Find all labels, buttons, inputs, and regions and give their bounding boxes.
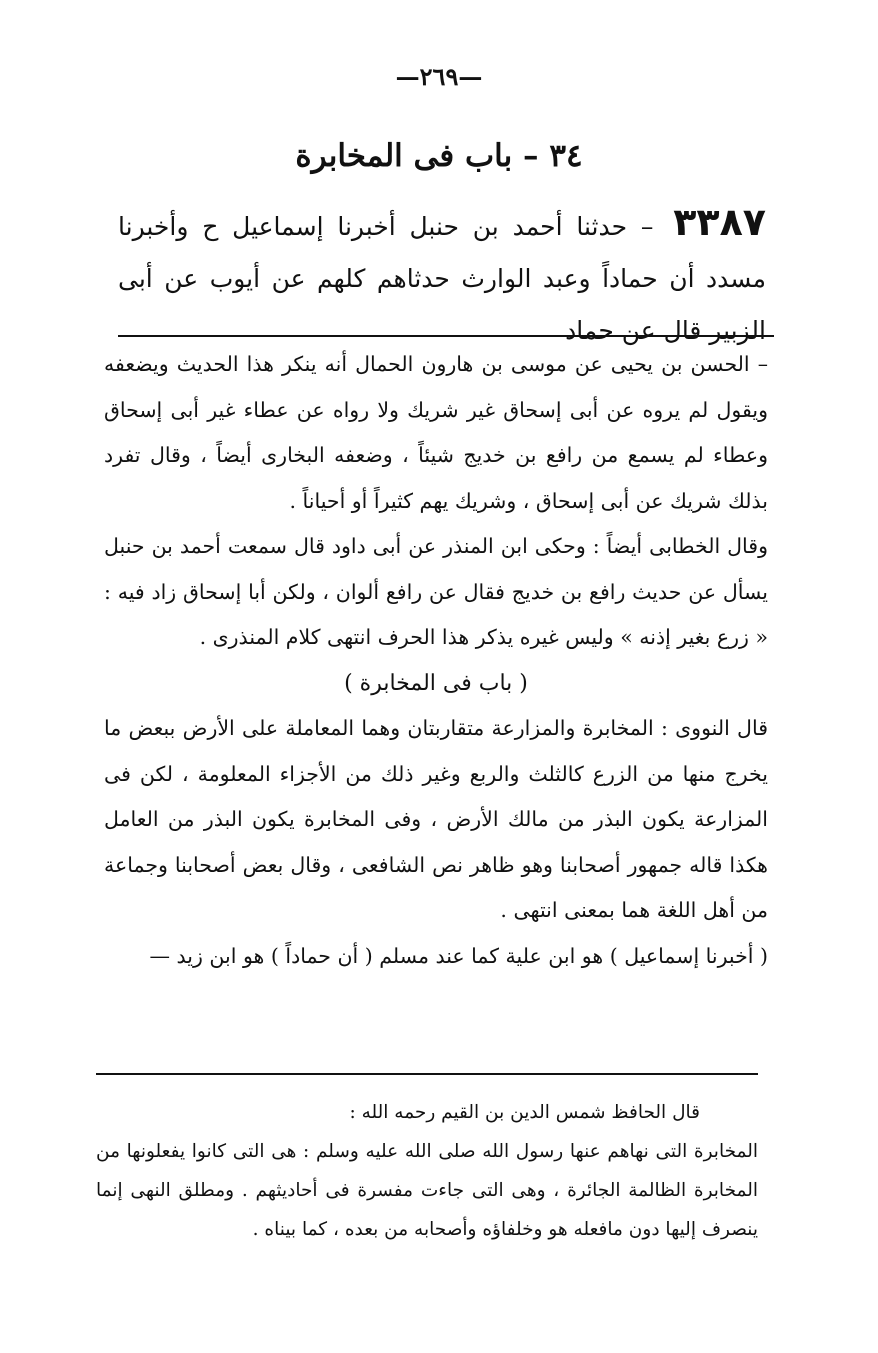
hadith-text: – حدثنا أحمد بن حنبل أخبرنا إسماعيل ح وأخبرنا مسدد أن حماداً وعبد الوارث حدثاهم كلهم عن أيوب عن أبى الزبير قال عن حماد [118, 212, 766, 345]
page-number: —٢٦٩— [395, 62, 483, 91]
upper-divider [118, 335, 774, 337]
chapter-title: ٣٤ – باب فى المخابرة [295, 138, 583, 174]
commentary-block [104, 342, 768, 979]
lower-divider [96, 1073, 758, 1075]
ibn-qayyim-notes [96, 1093, 758, 1249]
notes-text: المخابرة التى نهاهم عنها رسول الله صلى الله عليه وسلم : هى التى كانوا يفعلونها من المخابرة الظالمة الجائرة ، وهى التى جاءت مفسرة فى أحاديثهم . ومطلق النهى إنما ينصرف إليها دون مافعله هو وخلفاؤه وأصحابه من بعده ، كما بيناه . [96, 1141, 758, 1240]
commentary-paragraph-2: وقال الخطابى أيضاً : وحكى ابن المنذر عن أبى داود قال سمعت أحمد بن حنبل يسأل عن حديث رافع بن خديج فقال عن رافع ألوان ، ولكن أبا إسحاق زاد فيه : « زرع بغير إذنه » وليس غيره يذكر هذا الحرف انتهى كلام المنذرى . [104, 534, 768, 649]
hadith-number: ٣٣٨٧ [673, 200, 766, 244]
notes-author-line: قال الحافظ شمس الدين بن القيم رحمه الله : [349, 1102, 700, 1123]
commentary-paragraph-1: – الحسن بن يحيى عن موسى بن هارون الحمال أنه ينكر هذا الحديث ويضعفه ويقول لم يروه عن أبى إسحاق غير شريك ولا رواه عن عطاء غير أبى إسحاق وعطاء لم يسمع من رافع بن خديج شيئاً ، وضعفه البخارى أيضاً ، وقال تفرد بذلك شريك عن أبى إسحاق ، وشريك يهم كثيراً أو أحياناً . [104, 352, 768, 513]
commentary-subheading: ( باب فى المخابرة ) [344, 670, 528, 696]
commentary-paragraph-4: ( أخبرنا إسماعيل ) هو ابن علية كما عند مسلم ( أن حماداً ) هو ابن زيد — [149, 943, 768, 968]
commentary-paragraph-3: قال النووى : المخابرة والمزارعة متقاربتان وهما المعاملة على الأرض ببعض ما يخرج منها من الزرع كالثلث والربع وغير ذلك من الأجزاء المعلومة ، لكن فى المزارعة يكون البذر من مالك الأرض ، وفى المخابرة يكون البذر من العامل هكذا قاله جمهور أصحابنا وهو ظاهر نص الشافعى ، وقال بعض أصحابنا وجماعة من أهل اللغة هما بمعنى انتهى . [104, 716, 768, 922]
hadith-block [118, 196, 766, 357]
